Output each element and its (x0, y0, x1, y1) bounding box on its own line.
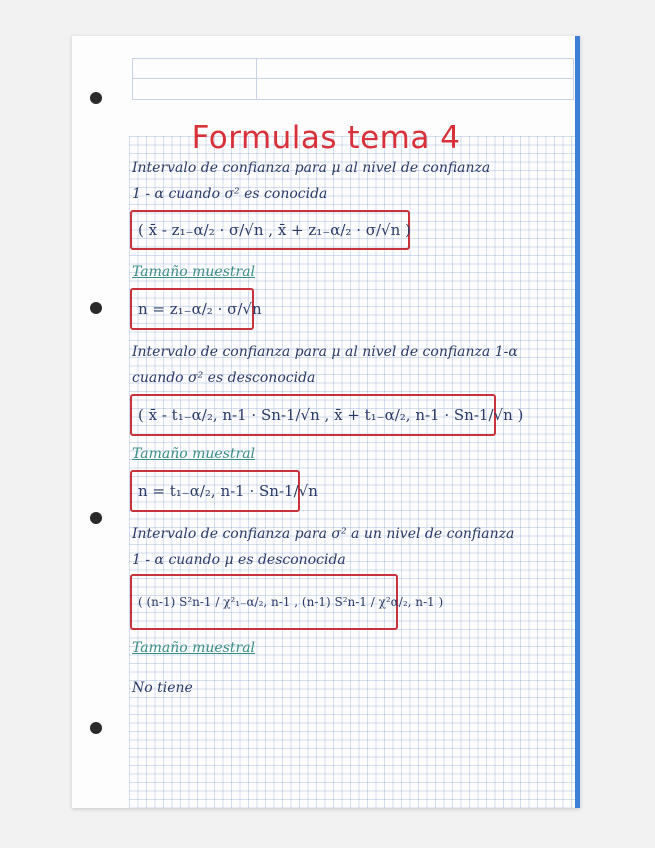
sample-size-label: Tamaño muestral (132, 446, 256, 462)
punch-hole (90, 722, 102, 734)
punch-hole (90, 92, 102, 104)
header-box (132, 58, 574, 100)
sample-size-box (130, 288, 262, 330)
sample-size-box (130, 470, 318, 512)
header-divider (133, 78, 573, 79)
formula: ( (n-1) S²n-1 / χ²₁₋α/₂, n-1 , (n-1) S²n-1 / χ²α/₂, n-1 ) (138, 595, 444, 609)
section-heading: 1 - α cuando μ es desconocida (132, 552, 346, 568)
sample-size-formula: n = z₁₋α/₂ · σ/√n (138, 300, 262, 318)
formula-box (130, 574, 444, 630)
formula-box (130, 394, 524, 436)
sample-size-label: Tamaño muestral (132, 264, 256, 280)
section-heading: 1 - α cuando σ² es conocida (132, 186, 328, 202)
section-heading: Intervalo de confianza para μ al nivel de confianza (132, 160, 491, 176)
section-heading: Intervalo de confianza para σ² a un nivel de confianza (132, 526, 515, 542)
sample-size-note: No tiene (132, 680, 193, 696)
punch-hole (90, 302, 102, 314)
header-divider (256, 59, 257, 99)
section-heading: cuando σ² es desconocida (132, 370, 316, 386)
notebook-page (72, 36, 580, 808)
page-title: Formulas tema 4 (191, 120, 461, 156)
formula: ( x̄ - t₁₋α/₂, n-1 · Sn-1/√n , x̄ + t₁₋α/₂, n-1 · Sn-1/√n ) (138, 406, 524, 424)
formula-box (130, 210, 410, 250)
sample-size-label: Tamaño muestral (132, 640, 256, 656)
section-heading: Intervalo de confianza para μ al nivel de confianza 1-α (132, 344, 518, 360)
punch-hole (90, 512, 102, 524)
formula: ( x̄ - z₁₋α/₂ · σ/√n , x̄ + z₁₋α/₂ · σ/√n ) (138, 221, 411, 239)
sample-size-formula: n = t₁₋α/₂, n-1 · Sn-1/√n (138, 482, 318, 500)
